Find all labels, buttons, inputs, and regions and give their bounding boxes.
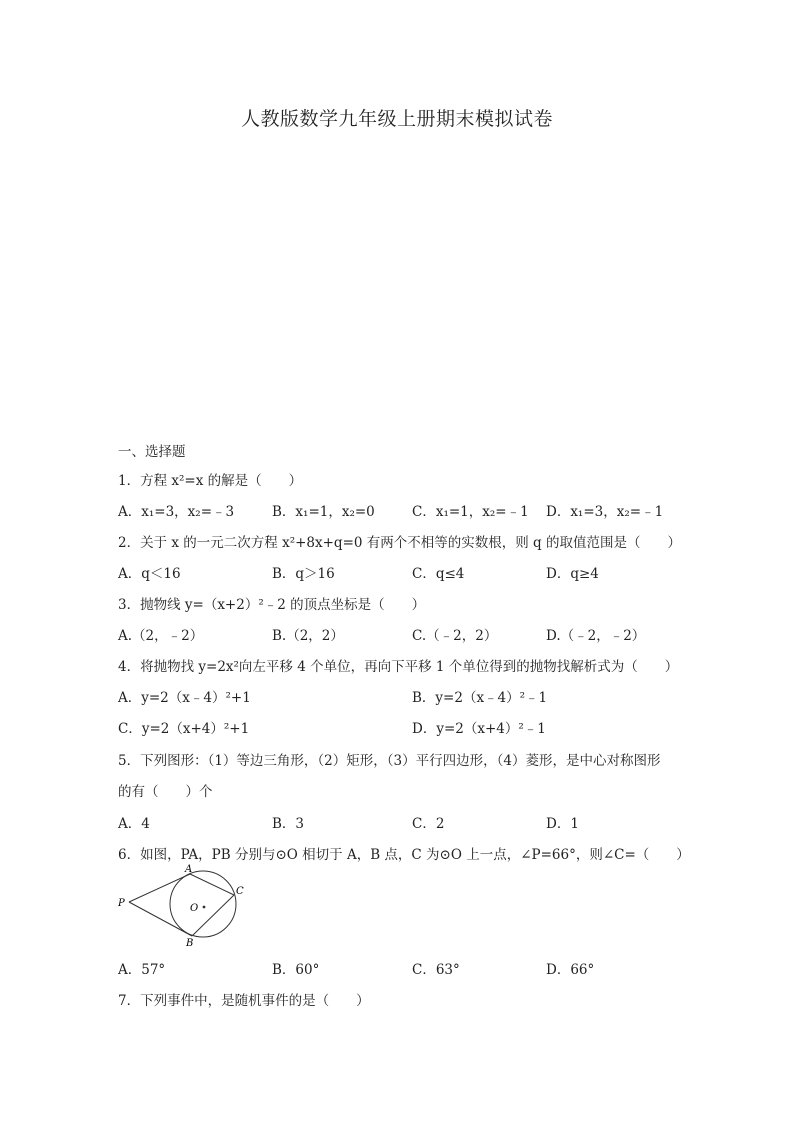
question-3: 3．抛物线 y=（x+2）²﹣2 的顶点坐标是（ ）: [118, 597, 426, 613]
question-6: 6．如图，PA，PB 分别与⊙O 相切于 A，B 点，C 为⊙O 上一点，∠P=66°，则∠C=（ ）: [118, 847, 690, 863]
q3-option-c: C.（﹣2，2）: [412, 628, 498, 644]
q5-option-a: A．4: [118, 816, 150, 832]
q5-option-d: D．1: [546, 816, 579, 832]
question-4: 4．将抛物找 y=2x²向左平移 4 个单位，再向下平移 1 个单位得到的抛物找解析式为（ ）: [118, 659, 679, 675]
q2-option-d: D．q≥4: [546, 566, 599, 582]
tangent-circle-figure: [112, 864, 252, 948]
q3-option-b: B.（2，2）: [272, 628, 344, 644]
q2-option-a: A．q＜16: [118, 566, 181, 582]
q4-option-c: C．y=2（x+4）²+1: [118, 721, 250, 737]
circle-o: [170, 871, 236, 937]
chord-bc: [192, 895, 234, 936]
question-7: 7．下列事件中，是随机事件的是（ ）: [118, 993, 370, 1009]
q4-option-a: A．y=2（x﹣4）²+1: [118, 690, 251, 706]
q2-option-c: C．q≤4: [412, 566, 465, 582]
label-c: C: [236, 886, 244, 897]
q6-option-b: B．60°: [272, 962, 320, 978]
q6-option-a: A．57°: [118, 962, 166, 978]
q3-option-d: D.（﹣2，﹣2）: [546, 628, 646, 644]
q3-option-a: A.（2，﹣2）: [118, 628, 204, 644]
q6-option-c: C．63°: [412, 962, 460, 978]
tangent-pa: [129, 874, 190, 902]
q6-option-d: D．66°: [546, 962, 595, 978]
question-1: 1．方程 x²=x 的解是（ ）: [118, 473, 303, 489]
q5-option-b: B．3: [272, 816, 305, 832]
q5-option-c: C．2: [412, 816, 445, 832]
tangent-pb: [129, 902, 192, 936]
center-dot: [203, 906, 206, 909]
chord-ac: [190, 874, 234, 895]
q4-option-d: D．y=2（x+4）²﹣1: [412, 721, 546, 737]
q1-option-c: C．x₁=1，x₂=﹣1: [412, 504, 529, 520]
q1-option-b: B．x₁=1，x₂=0: [272, 504, 375, 520]
label-a: A: [185, 864, 193, 875]
label-o: O: [190, 903, 199, 914]
label-p: P: [118, 898, 125, 909]
q1-option-d: D．x₁=3，x₂=﹣1: [546, 504, 664, 520]
section-heading: 一、选择题: [118, 444, 186, 460]
q4-option-b: B．y=2（x﹣4）²﹣1: [412, 690, 548, 706]
q1-option-a: A．x₁=3，x₂=﹣3: [118, 504, 235, 520]
q2-option-b: B．q＞16: [272, 566, 335, 582]
question-2: 2．关于 x 的一元二次方程 x²+8x+q=0 有两个不相等的实数根，则 q 的取值范围是（ ）: [118, 535, 681, 551]
question-5-line-2: 的有（ ）个: [118, 784, 213, 800]
page-title: 人教版数学九年级上册期末模拟试卷: [240, 108, 553, 130]
label-b: B: [186, 938, 194, 948]
question-5-line-1: 5．下列图形：（1）等边三角形，（2）矩形，（3）平行四边形，（4）菱形，是中心对称图形: [118, 753, 661, 769]
